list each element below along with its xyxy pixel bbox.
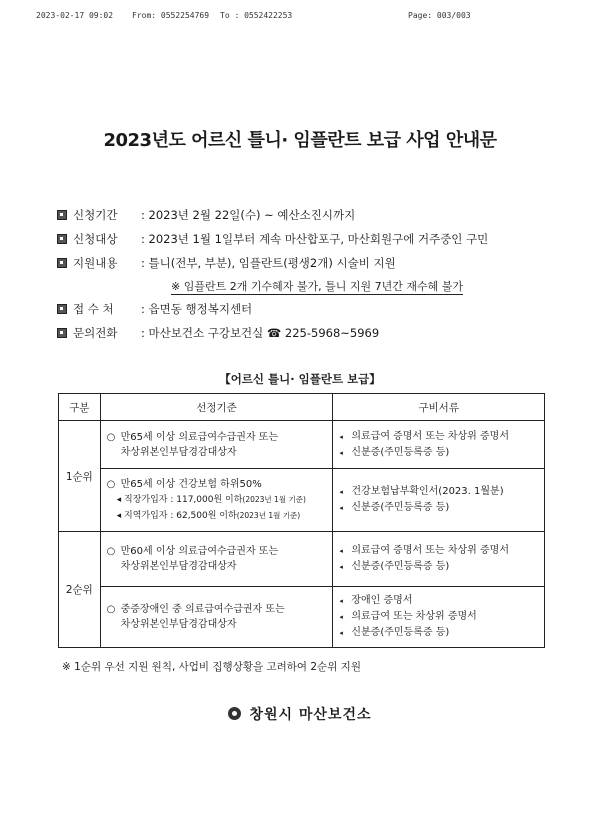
city-emblem-icon: [228, 707, 241, 720]
triangle-bullet-icon: ◂: [339, 613, 343, 621]
criteria-text: 만65세 이상 건강보험 하위50%: [120, 478, 262, 490]
document-text: 신분증(주민등록증 등): [351, 627, 450, 638]
triangle-bullet-icon: ◂: [116, 494, 125, 505]
info-row-period: [57, 203, 577, 227]
criteria-cell: [100, 532, 333, 587]
square-bullet-icon: [57, 210, 67, 220]
criteria-text: 만65세 이상 의료급여수급권자 또는: [120, 431, 279, 443]
square-bullet-icon: [57, 328, 67, 338]
fax-from: From: 0552254769: [132, 11, 210, 20]
document-text: 의료급여 증명서 또는 차상위 증명서: [351, 545, 509, 556]
documents-cell: [333, 469, 545, 532]
triangle-bullet-icon: ◂: [116, 510, 125, 521]
info-value: : 틀니(전부, 부분), 임플란트(평생2개) 시술비 지원: [141, 256, 396, 270]
info-row-reception: [57, 297, 577, 321]
triangle-bullet-icon: ◂: [339, 563, 343, 571]
criteria-text: 차상위본인부담경감대상자: [120, 446, 237, 458]
square-bullet-icon: [57, 304, 67, 314]
triangle-bullet-icon: ◂: [339, 597, 343, 605]
table-row: [59, 532, 545, 587]
info-row-target: [57, 227, 577, 251]
document-text: 건강보험납부확인서(2023. 1월분): [351, 486, 504, 497]
info-value: : 2023년 1월 1일부터 계속 마산합포구, 마산회원구에 거주중인 구민: [141, 232, 489, 246]
info-list: [57, 203, 577, 345]
info-value: : 읍면동 행정복지센터: [141, 302, 253, 316]
table-row: [59, 469, 545, 532]
document-text: 의료급여 증명서 또는 차상위 증명서: [351, 430, 509, 442]
eligibility-table: [58, 393, 545, 648]
header-documents: 구비서류: [333, 394, 545, 421]
info-row-support: [57, 251, 577, 275]
triangle-bullet-icon: ◂: [339, 448, 343, 457]
footnote: ※ 1순위 우선 지원 원칙, 사업비 집행상황을 고려하여 2순위 지원: [62, 661, 361, 673]
criteria-note: (2023년 1월 기준): [242, 494, 306, 504]
info-label: 문의전화: [73, 326, 118, 340]
table-row: [59, 587, 545, 648]
circle-bullet-icon: ○: [106, 431, 116, 443]
header-criteria: 선정기준: [100, 394, 333, 421]
page-title: 2023년도 어르신 틀니· 임플란트 보급 사업 안내문: [103, 130, 497, 151]
fax-header: [36, 11, 556, 23]
triangle-bullet-icon: ◂: [339, 547, 343, 555]
criteria-text: 직장가입자 : 117,000원 이하: [124, 494, 243, 505]
square-bullet-icon: [57, 258, 67, 268]
document-text: 신분증(주민등록증 등): [351, 502, 450, 513]
documents-cell: [333, 532, 545, 587]
circle-bullet-icon: ○: [106, 478, 116, 490]
info-label: 신청기간: [73, 208, 118, 222]
triangle-bullet-icon: ◂: [339, 488, 343, 496]
rank-1: 1순위: [59, 421, 101, 532]
criteria-cell: [100, 587, 333, 648]
document-text: 신분증(주민등록증 등): [351, 446, 450, 458]
circle-bullet-icon: ○: [106, 546, 116, 557]
rank-2: 2순위: [59, 532, 101, 648]
criteria-text: 중증장애인 중 의료급여수급권자 또는: [120, 604, 285, 615]
document-text: 의료급여 또는 차상위 증명서: [351, 611, 477, 622]
table-header-row: [59, 394, 545, 421]
documents-cell: [333, 587, 545, 648]
square-bullet-icon: [57, 234, 67, 244]
triangle-bullet-icon: ◂: [339, 504, 343, 512]
info-row-contact: [57, 321, 577, 345]
triangle-bullet-icon: ◂: [339, 432, 343, 441]
criteria-text: 차상위본인부담경감대상자: [120, 561, 237, 572]
criteria-text: 지역가입자 : 62,500원 이하: [124, 510, 237, 521]
fax-datetime: 2023-02-17 09:02: [36, 11, 114, 20]
info-note: [57, 275, 577, 297]
criteria-cell: [100, 469, 333, 532]
fax-to: To : 0552422253: [220, 11, 293, 20]
header-category: 구분: [59, 394, 101, 421]
organization-signature: [0, 704, 600, 724]
info-value: : 마산보건소 구강보건실 ☎ 225-5968~5969: [141, 326, 380, 340]
organization-name: 창원시 마산보건소: [249, 707, 372, 723]
triangle-bullet-icon: ◂: [339, 629, 343, 637]
note-text: ※ 임플란트 2개 기수혜자 불가, 틀니 지원 7년간 재수혜 불가: [171, 279, 463, 293]
info-label: 지원내용: [73, 256, 118, 270]
info-value: : 2023년 2월 22일(수) ~ 예산소진시까지: [141, 208, 356, 222]
documents-cell: [333, 421, 545, 469]
criteria-cell: [100, 421, 333, 469]
document-text: 장애인 증명서: [351, 595, 413, 606]
circle-bullet-icon: ○: [106, 604, 116, 615]
criteria-text: 만60세 이상 의료급여수급권자 또는: [120, 546, 279, 557]
criteria-text: 차상위본인부담경감대상자: [120, 619, 237, 630]
table-title: 【어르신 틀니· 임플란트 보급】: [219, 372, 381, 386]
info-label: 신청대상: [73, 232, 118, 246]
criteria-note: (2023년 1월 기준): [236, 510, 301, 520]
info-label: 접 수 처: [73, 302, 114, 316]
document-text: 신분증(주민등록증 등): [351, 561, 450, 572]
fax-page: Page: 003/003: [408, 11, 471, 20]
table-row: [59, 421, 545, 469]
